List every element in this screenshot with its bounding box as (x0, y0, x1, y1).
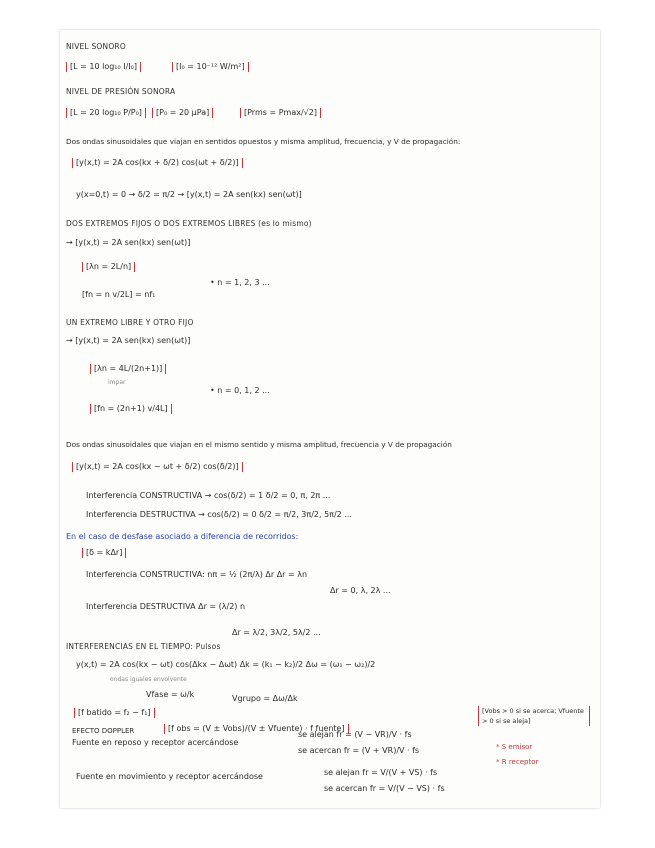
f-n: [fn = n v/2L] = nf₁ (82, 290, 156, 299)
interferencia-constructiva: Interferencia CONSTRUCTIVA → cos(δ/2) = 1 δ/2 = 0, π, 2π ... (86, 491, 331, 500)
p0-value: [P₀ = 20 μPa] (152, 108, 213, 118)
interferencia-destructiva-2: Interferencia DESTRUCTIVA Δr = (λ/2) n (86, 602, 246, 611)
desfase-title: En el caso de desfase asociado a diferencia de recorridos: (66, 532, 299, 541)
ondas-iguales-note: ondas iguales envolvente (110, 676, 187, 683)
pulsos-formula: y(x,t) = 2A cos(kx − ωt) cos(Δkx − Δωt) Δk = (k₁ − k₂)/2 Δω = (ω₁ − ω₂)/2 (76, 660, 376, 669)
n-valores-2: • n = 0, 1, 2 ... (210, 386, 270, 395)
reposo-acerca: se acercan fr = (V + VR)/V · fs (298, 746, 420, 755)
v-signos: [Vobs > 0 si se acerca; Vfuente > 0 si se aleja] (478, 706, 590, 726)
impar-note: impar (108, 379, 126, 386)
lambda-n-impar: [λn = 4L/(2n+1)] (90, 364, 166, 374)
condicion-nodo: y(x=0,t) = 0 → δ/2 = π/2 → [y(x,t) = 2A sen(kx) sen(ωt)] (76, 190, 302, 199)
prms-formula: [Prms = Pmax/√2] (240, 108, 321, 118)
n-valores-1: • n = 1, 2, 3 ... (210, 278, 270, 287)
libre-fijo-onda: → [y(x,t) = 2A sen(kx) sen(ωt)] (66, 336, 191, 345)
fuente-movimiento: Fuente en movimiento y receptor acercándose (76, 772, 263, 781)
dos-ondas-mismo: Dos ondas sinusoidales que viajan en el mismo sentido y misma amplitud, frecuencia y V de propagación (66, 440, 452, 449)
nivel-sonoro-formula: [L = 10 log₁₀ I/I₀] (66, 62, 141, 72)
fuente-reposo: Fuente en reposo y receptor acercándose (72, 738, 239, 747)
r-receptor: * R receptor (496, 758, 539, 766)
f-n-impar: [fn = (2n+1) v/4L] (90, 404, 172, 414)
v-fase: Vfase = ω/k (146, 690, 195, 699)
mov-acerca: se acercan fr = V/(V − VS) · fs (324, 784, 445, 793)
nivel-sonoro-title: NIVEL SONORO (66, 42, 126, 51)
delta-formula: [δ = kΔr] (82, 548, 126, 558)
reposo-aleja: se alejan fr = (V − VR)/V · fs (298, 730, 412, 739)
libre-fijo-title: UN EXTREMO LIBRE Y OTRO FIJO (66, 318, 194, 327)
f-batido: [f batido = f₂ − f₁] (74, 708, 155, 718)
doppler-title: EFECTO DOPPLER (72, 727, 135, 735)
dos-ondas-opuestos: Dos ondas sinusoidales que viajan en sentidos opuestos y misma amplitud, frecuencia, y V de propagación: (66, 137, 461, 146)
presion-title: NIVEL DE PRESIÓN SONORA (66, 87, 176, 96)
v-grupo: Vgrupo = Δω/Δk (232, 694, 298, 703)
mov-aleja: se alejan fr = V/(V + VS) · fs (324, 768, 438, 777)
lambda-n: [λn = 2L/n] (82, 262, 135, 272)
notes-page (60, 30, 600, 808)
interferencia-destructiva: Interferencia DESTRUCTIVA → cos(δ/2) = 0 δ/2 = π/2, 3π/2, 5π/2 ... (86, 510, 352, 519)
presion-formula: [L = 20 log₁₀ P/P₀] (66, 108, 146, 118)
onda-estacionaria: [y(x,t) = 2A cos(kx + δ/2) cos(ωt + δ/2)] (72, 158, 243, 168)
s-emisor: * S emisor (496, 743, 533, 751)
doppler-formula: [f obs = (V ± Vobs)/(V ± Vfuente) · f fuente] (164, 724, 349, 734)
extremos-title: DOS EXTREMOS FIJOS O DOS EXTREMOS LIBRES (es lo mismo) (66, 219, 312, 228)
onda-mismo: [y(x,t) = 2A cos(kx − ωt + δ/2) cos(δ/2)] (72, 462, 243, 472)
destructiva-valores: Δr = λ/2, 3λ/2, 5λ/2 ... (232, 628, 321, 637)
i0-value: [I₀ = 10⁻¹² W/m²] (172, 62, 249, 72)
extremos-onda: → [y(x,t) = 2A sen(kx) sen(ωt)] (66, 238, 191, 247)
tiempo-title: INTERFERENCIAS EN EL TIEMPO: Pulsos (66, 642, 221, 651)
constructiva-valores: Δr = 0, λ, 2λ ... (330, 586, 391, 595)
interferencia-constructiva-2: Interferencia CONSTRUCTIVA: nπ = ½ (2π/λ) Δr Δr = λn (86, 570, 308, 579)
